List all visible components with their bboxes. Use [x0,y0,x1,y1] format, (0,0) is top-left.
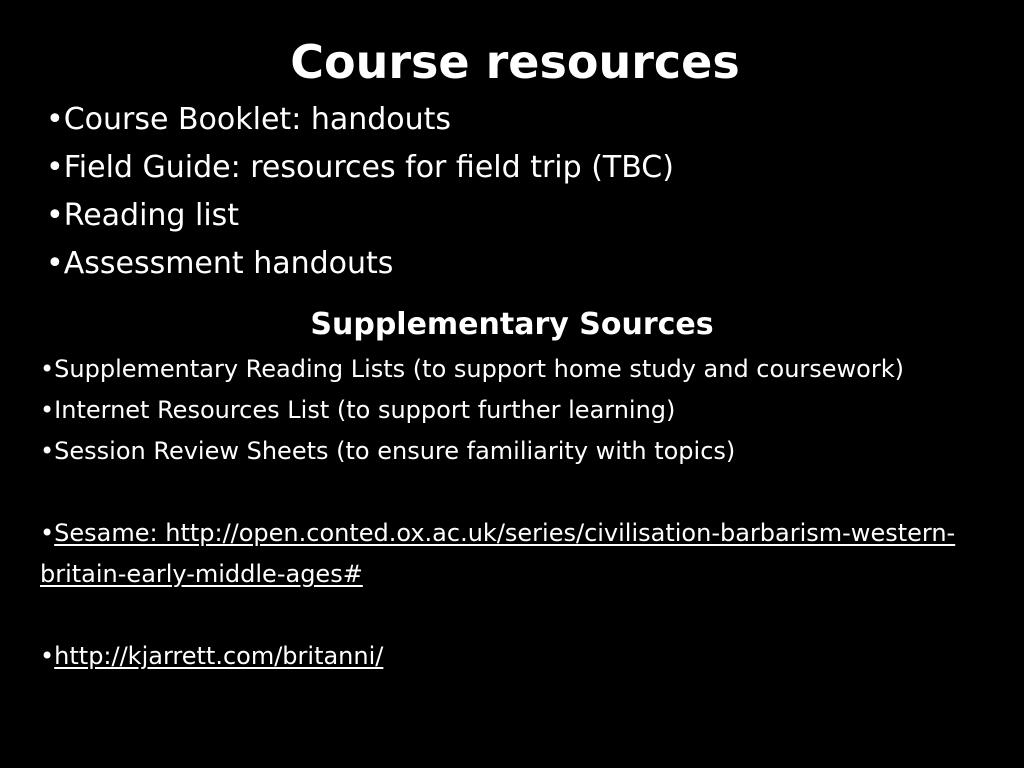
list-item-field-guide [46,144,674,192]
list-item-label: Course Booklet: handouts [63,102,452,137]
list-item-label: Reading list [63,198,240,233]
bullet-icon: • [46,102,64,137]
bullet-icon: • [40,396,55,424]
slide-title: Course resources [290,35,740,89]
list-item-label: Field Guide: resources for field trip (TBC) [63,150,674,185]
bullet-icon: • [46,246,64,281]
supplementary-list [40,349,1000,677]
bullet-icon: • [40,519,55,547]
kjarrett-link[interactable]: http://kjarrett.com/britanni/ [54,642,384,670]
bullet-icon: • [46,150,64,185]
spacer [40,472,1000,513]
spacer [40,595,1000,636]
supplementary-heading: Supplementary Sources [310,307,714,342]
list-item-label: Assessment handouts [63,246,394,281]
supp-item-label: Supplementary Reading Lists (to support home study and coursework) [54,355,904,383]
bullet-icon: • [40,437,55,465]
bullet-icon: • [40,642,55,670]
supp-item-sesame-link [40,513,1000,595]
sesame-link[interactable]: Sesame: http://open.conted.ox.ac.uk/series/civilisation-barbarism-western-britain-early-middle-ages# [40,519,956,588]
supp-item-label: Session Review Sheets (to ensure familiarity with topics) [54,437,736,465]
list-item-course-booklet [46,96,674,144]
supp-item-label: Internet Resources List (to support further learning) [54,396,676,424]
supp-item-kjarrett-link [40,636,1000,677]
list-item-reading-list [46,192,674,240]
supp-item-reading-lists [40,349,1000,390]
bullet-icon: • [40,355,55,383]
supp-item-internet-resources [40,390,1000,431]
bullet-icon: • [46,198,64,233]
list-item-assessment-handouts [46,240,674,288]
supp-item-review-sheets [40,431,1000,472]
course-resources-list [46,96,674,288]
